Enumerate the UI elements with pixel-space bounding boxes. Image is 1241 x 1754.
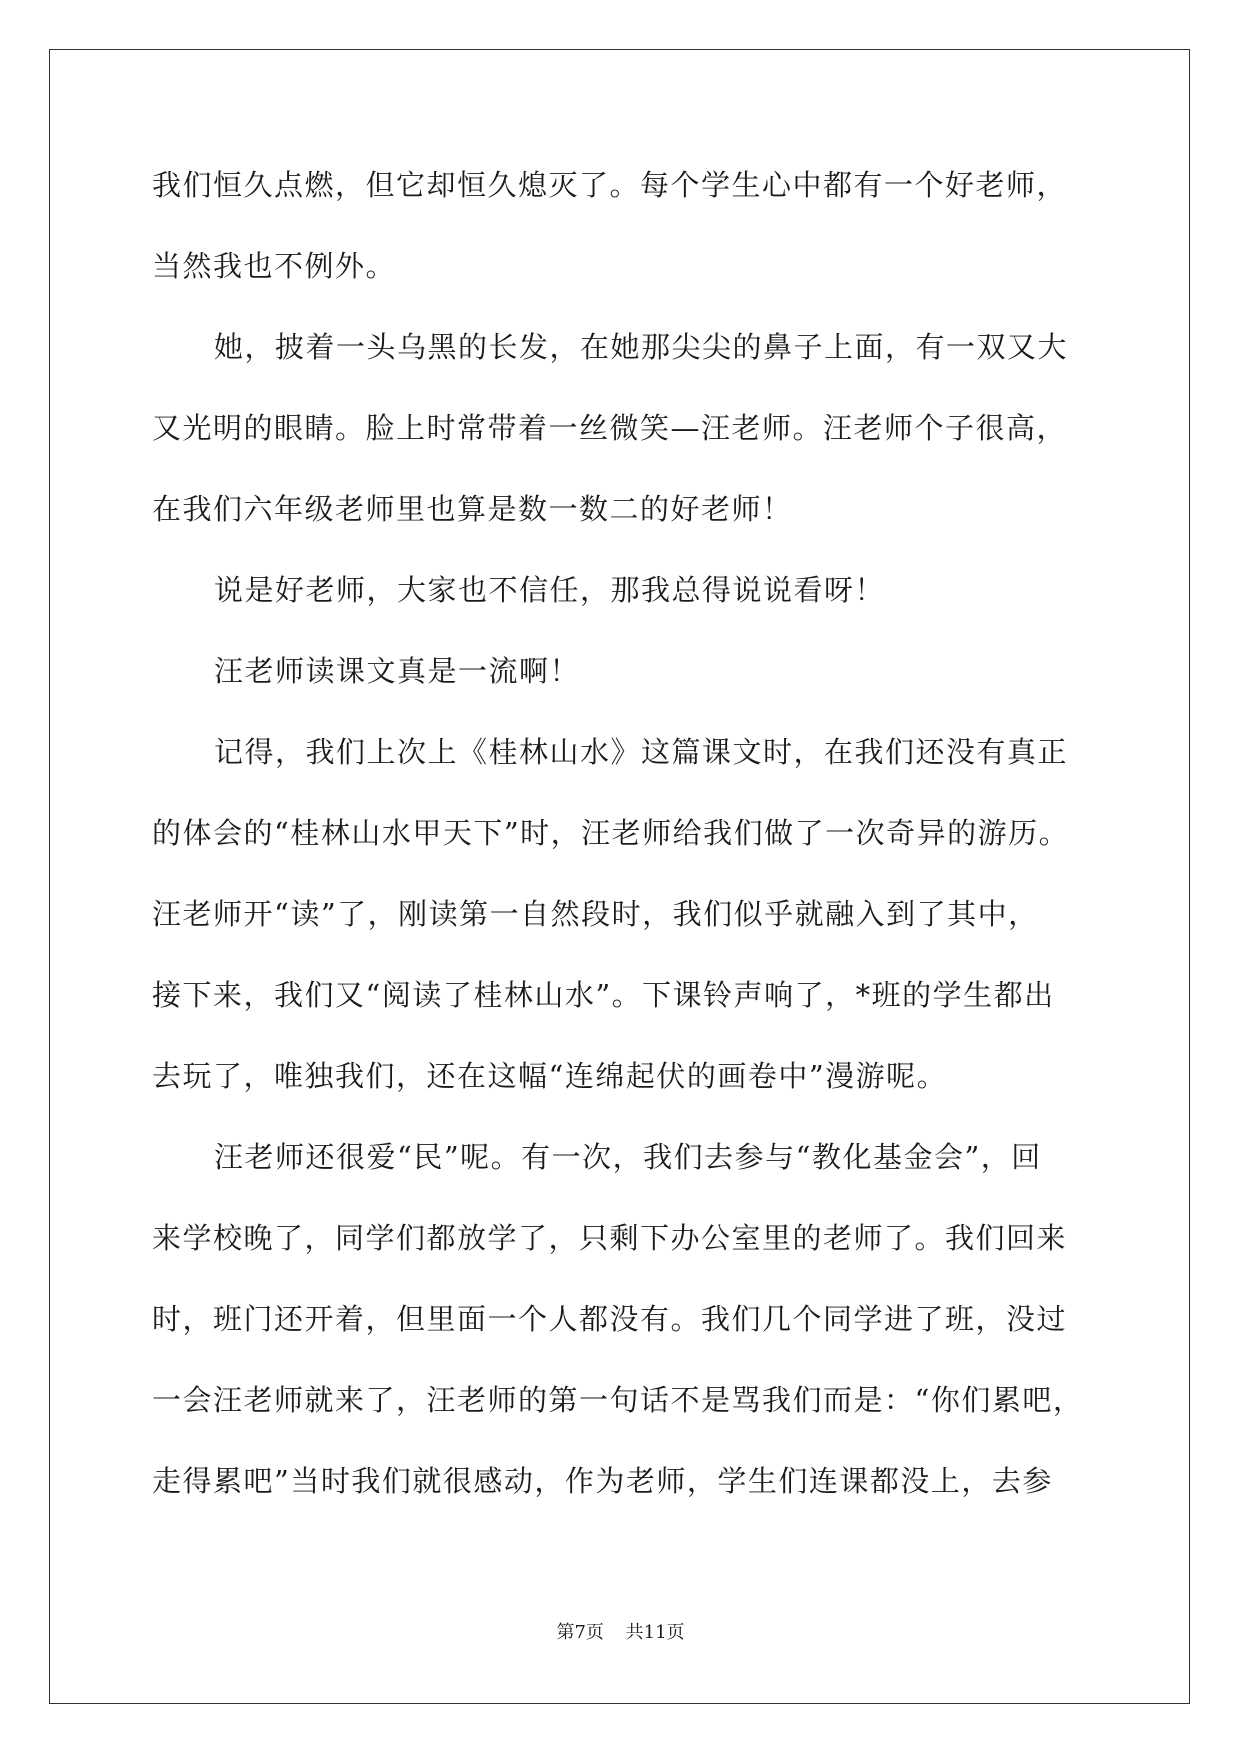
document-body xyxy=(152,160,1092,1537)
page-number: 第7页 xyxy=(556,1622,604,1643)
text-line: 当然我也不例外。 xyxy=(152,249,397,283)
text-line: 时，班门还开着，但里面一个人都没有。我们几个同学进了班，没过 xyxy=(152,1302,1068,1336)
text-line: 的体会的“桂林山水甲天下”时，汪老师给我们做了一次奇异的游历。 xyxy=(152,816,1070,850)
text-line: 汪老师开“读”了，刚读第一自然段时，我们似乎就融入到了其中， xyxy=(152,897,1039,931)
text-line: 汪老师读课文真是一流啊！ xyxy=(214,654,581,688)
text-line: 汪老师还很爱“民”呢。有一次，我们去参与“教化基金会”，回 xyxy=(214,1140,1042,1174)
page-footer xyxy=(0,1618,1241,1644)
text-line: 说是好老师，大家也不信任，那我总得说说看呀！ xyxy=(214,573,886,607)
text-line: 她，披着一头乌黑的长发，在她那尖尖的鼻子上面，有一双又大 xyxy=(214,330,1069,364)
text-line: 又光明的眼睛。脸上时常带着一丝微笑—汪老师。汪老师个子很高， xyxy=(152,411,1068,445)
text-line: 在我们六年级老师里也算是数一数二的好老师！ xyxy=(152,492,793,526)
page-total: 共11页 xyxy=(625,1622,685,1643)
text-line: 来学校晚了，同学们都放学了，只剩下办公室里的老师了。我们回来 xyxy=(152,1221,1068,1255)
text-line: 记得，我们上次上《桂林山水》这篇课文时，在我们还没有真正 xyxy=(214,735,1069,769)
text-line: 一会汪老师就来了，汪老师的第一句话不是骂我们而是：“你们累吧， xyxy=(152,1383,1084,1417)
text-line: 接下来，我们又“阅读了桂林山水”。下课铃声响了，*班的学生都出 xyxy=(152,978,1055,1012)
text-line: 走得累吧”当时我们就很感动，作为老师，学生们连课都没上，去参 xyxy=(152,1464,1053,1498)
text-line: 我们恒久点燃，但它却恒久熄灭了。每个学生心中都有一个好老师， xyxy=(152,168,1068,202)
text-line: 去玩了，唯独我们，还在这幅“连绵起伏的画卷中”漫游呢。 xyxy=(152,1059,948,1093)
